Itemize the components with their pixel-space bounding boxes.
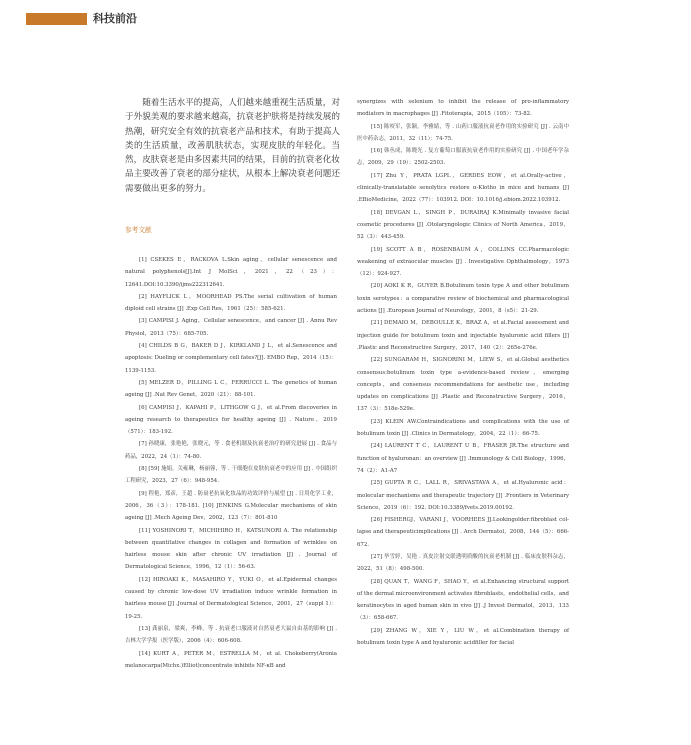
reference-item: [9] 程艳，郑彦，王超 . 防衰老抗氧化妆品的功效评价与展望 [J] . 日用化学工业，2006，36（3）：178-181. [10] JENKINS G.Molecular mechanisms of skin ageing [J] .Mech Ageing Dev，2002，123（7）：801-810 (125, 490, 337, 522)
reference-item: [16] 韩丛成，陈晓光 . 复方葡萄口服液抗衰老作用的实验研究 [J] . 中国老年学杂志，2009，29（19）：2502-2503. (357, 148, 569, 167)
reference-item: [28] QUAN T，WANG F，SHAO Y，et al.Enhancing structural support of the dermal microenvironment activates fibroblasts，endothelial cells，and keratinocytes in aged human skin in vivo [J] .J Invest Dermatol，2013，133（3）：658-667. (357, 578, 569, 622)
references-column-left (125, 254, 337, 672)
references-column-right (357, 96, 569, 649)
reference-item: [19] SCOTT A B，ROSENBAUM A，COLLINS CC.Pharmacologic weakening of extraocular muscles [J] . Investigative Ophthalmology，1973（12）：924-927. (357, 246, 569, 278)
reference-item: [23] KLEIN AW.Contraindications and complications with the use of botulinum toxin [J] .Clinics in Dermatology，2004，22（1）：66-75. (357, 418, 569, 438)
reference-item: [4] CHILDS B G，BAKER D J，KIRKLAND J L，et al.Senescence and apoptosis: Dueling or complementary cell fates?[J]. EMBO Rep，2014（15）：1139-1153. (125, 343, 337, 374)
reference-item: [20] AOKI K R，GUYER B.Botulinum toxin type A and other botulinum toxin serotypes：a comparative review of biochemical and pharmacological actions [J] .European Journal of Neurology，2001，8（s5）：21-29. (357, 283, 569, 315)
reference-item: [21] DEMAIO M，DEBOULLE K，BRAZ A，et al.Facial assessment and injection guide for botulinum toxin and injectable hyaluronic acid fillers [J] .Plastic and Reconstructive Surgery，2017，140（2）：265e-276e. (357, 320, 569, 351)
reference-item: [2] HAYFLICK L，MOORHEAD PS.The serial cultivation of human diploid cell strains [J] .Exp Cell Res，1961（25）：585-621. (125, 293, 337, 313)
section-title: 科技前沿 (93, 12, 137, 25)
reference-item: [17] Zhu Y，PRATA LGPL，GERDES EOW，et al.Orally-active，clinically-translatable senolytics restore α-Klotho in mice and humans [J] .EBioMedicine，2022（77）：103912. DOI：10.1016/j.ebiom.2022.103912. (357, 172, 569, 204)
reference-item: [15] 陈咬军，张颖，李雅婧，等 . 山药口服液抗衰老作用的实验研究 [J] . 云南中医中药杂志，2011，32（11）：74-75. (357, 123, 569, 142)
reference-item: [26] FISHERGJ，VARANI J，VOORHEES JJ.Lookingolder:fibroblast col-lapse and therapeuticimplications [J] . Arch Dermatol，2008，144（5）：666-672. (357, 517, 569, 548)
reference-item: [11] YOSHINORI T，MICHIHIRO H，KATSUNORI A. The relationship between quantitative changes in collagen and formation of wrinkles on hairless mouse skin after chronic UV irradiation [J] . Journal of Dermatological Science，1996，12（1）：56-63. (125, 527, 337, 571)
reference-item: [25] GUPTA R C，LALL R，SRIVASTAVA A，et al.Hyaluronic acid：molecular mechanisms and therapeutic trajectory [J] .Frontiers in Veterinary Science，2019（6）：192. DOI:10.3389/fvets.2019.00192. (357, 480, 569, 511)
reference-item: [12] HIROAKI K，MASAHIRO Y，YUKI O，et al.Epidermal changes caused by chronic low-dose UV irradiation induce wrinkle formation in hairless mouse [J] .Journal of Dermatological Science，2001，27（suppl 1）：19-25. (125, 576, 337, 620)
header-accent-bar (26, 13, 87, 25)
reference-item: [24] LAURENT T C，LAURENT U B，FRASER JR.The structure and function of hyaluronan：an overview [J] .Immunology & Cell Biology，1996，74（2）：A1-A7 (357, 443, 569, 474)
reference-item: [5] MELZER D，PILLING L C，FERRUCCI L. The genetics of human ageing [J] .Nat Rev Genet，2020（21）：88-101. (125, 379, 337, 399)
reference-item: [13] 龚丽泉，梁爽，李峰，等 . 抗衰老口服液对自然衰老大鼠自由基的影响 [J] . 吉林大学学报（医学版），2006（4）：606-608. (125, 625, 337, 645)
reference-item: [22] SUNGARAM H，SIGNORINI M，LIEW S，et al.Global aesthetics consensus:botulinum toxin type a-evidence-based review，emerging concepts，and consensus recommendations for aesthetic use，including updates on complications [J] .Plastic and Reconstructive Surgery，2016，137（3）：518e-529e. (357, 357, 569, 413)
reference-item: [3] CAMPISI J. Aging，Cellular senescence，and cancer [J] . Annu Rev Physiol，2013（75）：685-705. (125, 318, 337, 337)
reference-item: [6] CAMPISI J，KAPAHI P，LITHGOW G J，et al.From discoveries in ageing research to therapeutics for healthy ageing [J] . Nature，2019（571）：183-192. (125, 404, 337, 436)
reference-item: [8] [59] 施娟，关雍琳，杨丽蓉，等 . 干细胞在皮肤抗衰老中的应用 [J] . 中国组织工程研究，2023，27（6）：948-954. (125, 466, 337, 485)
references-heading: 参考文献 (125, 226, 152, 234)
reference-item: [29] ZHANG W，XIE Y，LIU W，et al.Combination therapy of botulinum toxin type A and hyaluronic acidfiller for facial (357, 627, 569, 647)
reference-item: [14] KURT A，PETER M，ESTRELLA M，et al. Chokeberry(Aronia melanocarpa(Michx.)Elliot)concentrate inhibits NF-κB and (125, 650, 337, 669)
reference-item: [7] 孙晓康，张艳艳，张晓元，等 . 食老机制及抗衰老治疗的研究进展 [J] . 食品与药品，2022，24（1）：74-80. (125, 441, 337, 460)
reference-item: [18] DEVGAN L，SINGH P，DURAIRAJ K.Minimally invasive facial cosmetic procedures [J] .Otolaryngologic Clinics of North America，2019，52（3）：443-459. (357, 209, 569, 241)
reference-item: [27] 毕雪婷，吴艳 . 真皮注射交联透明质酸的抗衰老机制 [J] . 临床皮肤科杂志，2022，51（8）：498-500. (357, 553, 569, 573)
reference-item: [1] CSEKES E，RACKOVA L.Skin aging，cellular senescence and natural polyphenols[J].Int J MolSci，2021，22（23）：12641.DOI:10.3390/ijms222312641. (125, 257, 337, 288)
intro-paragraph (125, 96, 340, 196)
reference-continuation: synergizes with selenium to inhibit the release of pro-inflammatory mediators in macrophages [J] .Fitoterapia，2015（105）：73-82. (357, 99, 569, 118)
intro-text: 随着生活水平的提高，人们越来越重视生活质量，对于外貌美观的要求越来越高，抗衰老护肤将是持续发展的热潮，研究安全有效的抗衰老产品和技术，有助于提高人类的生活质量，改善肌肤状态，实现皮肤的年轻化。当然，皮肤衰老是由多因素共同的结果，目前的抗衰老化妆品主要改善了衰老的部分症状，从根本上解决衰老问题还需要做出更多的努力。 (125, 98, 340, 194)
